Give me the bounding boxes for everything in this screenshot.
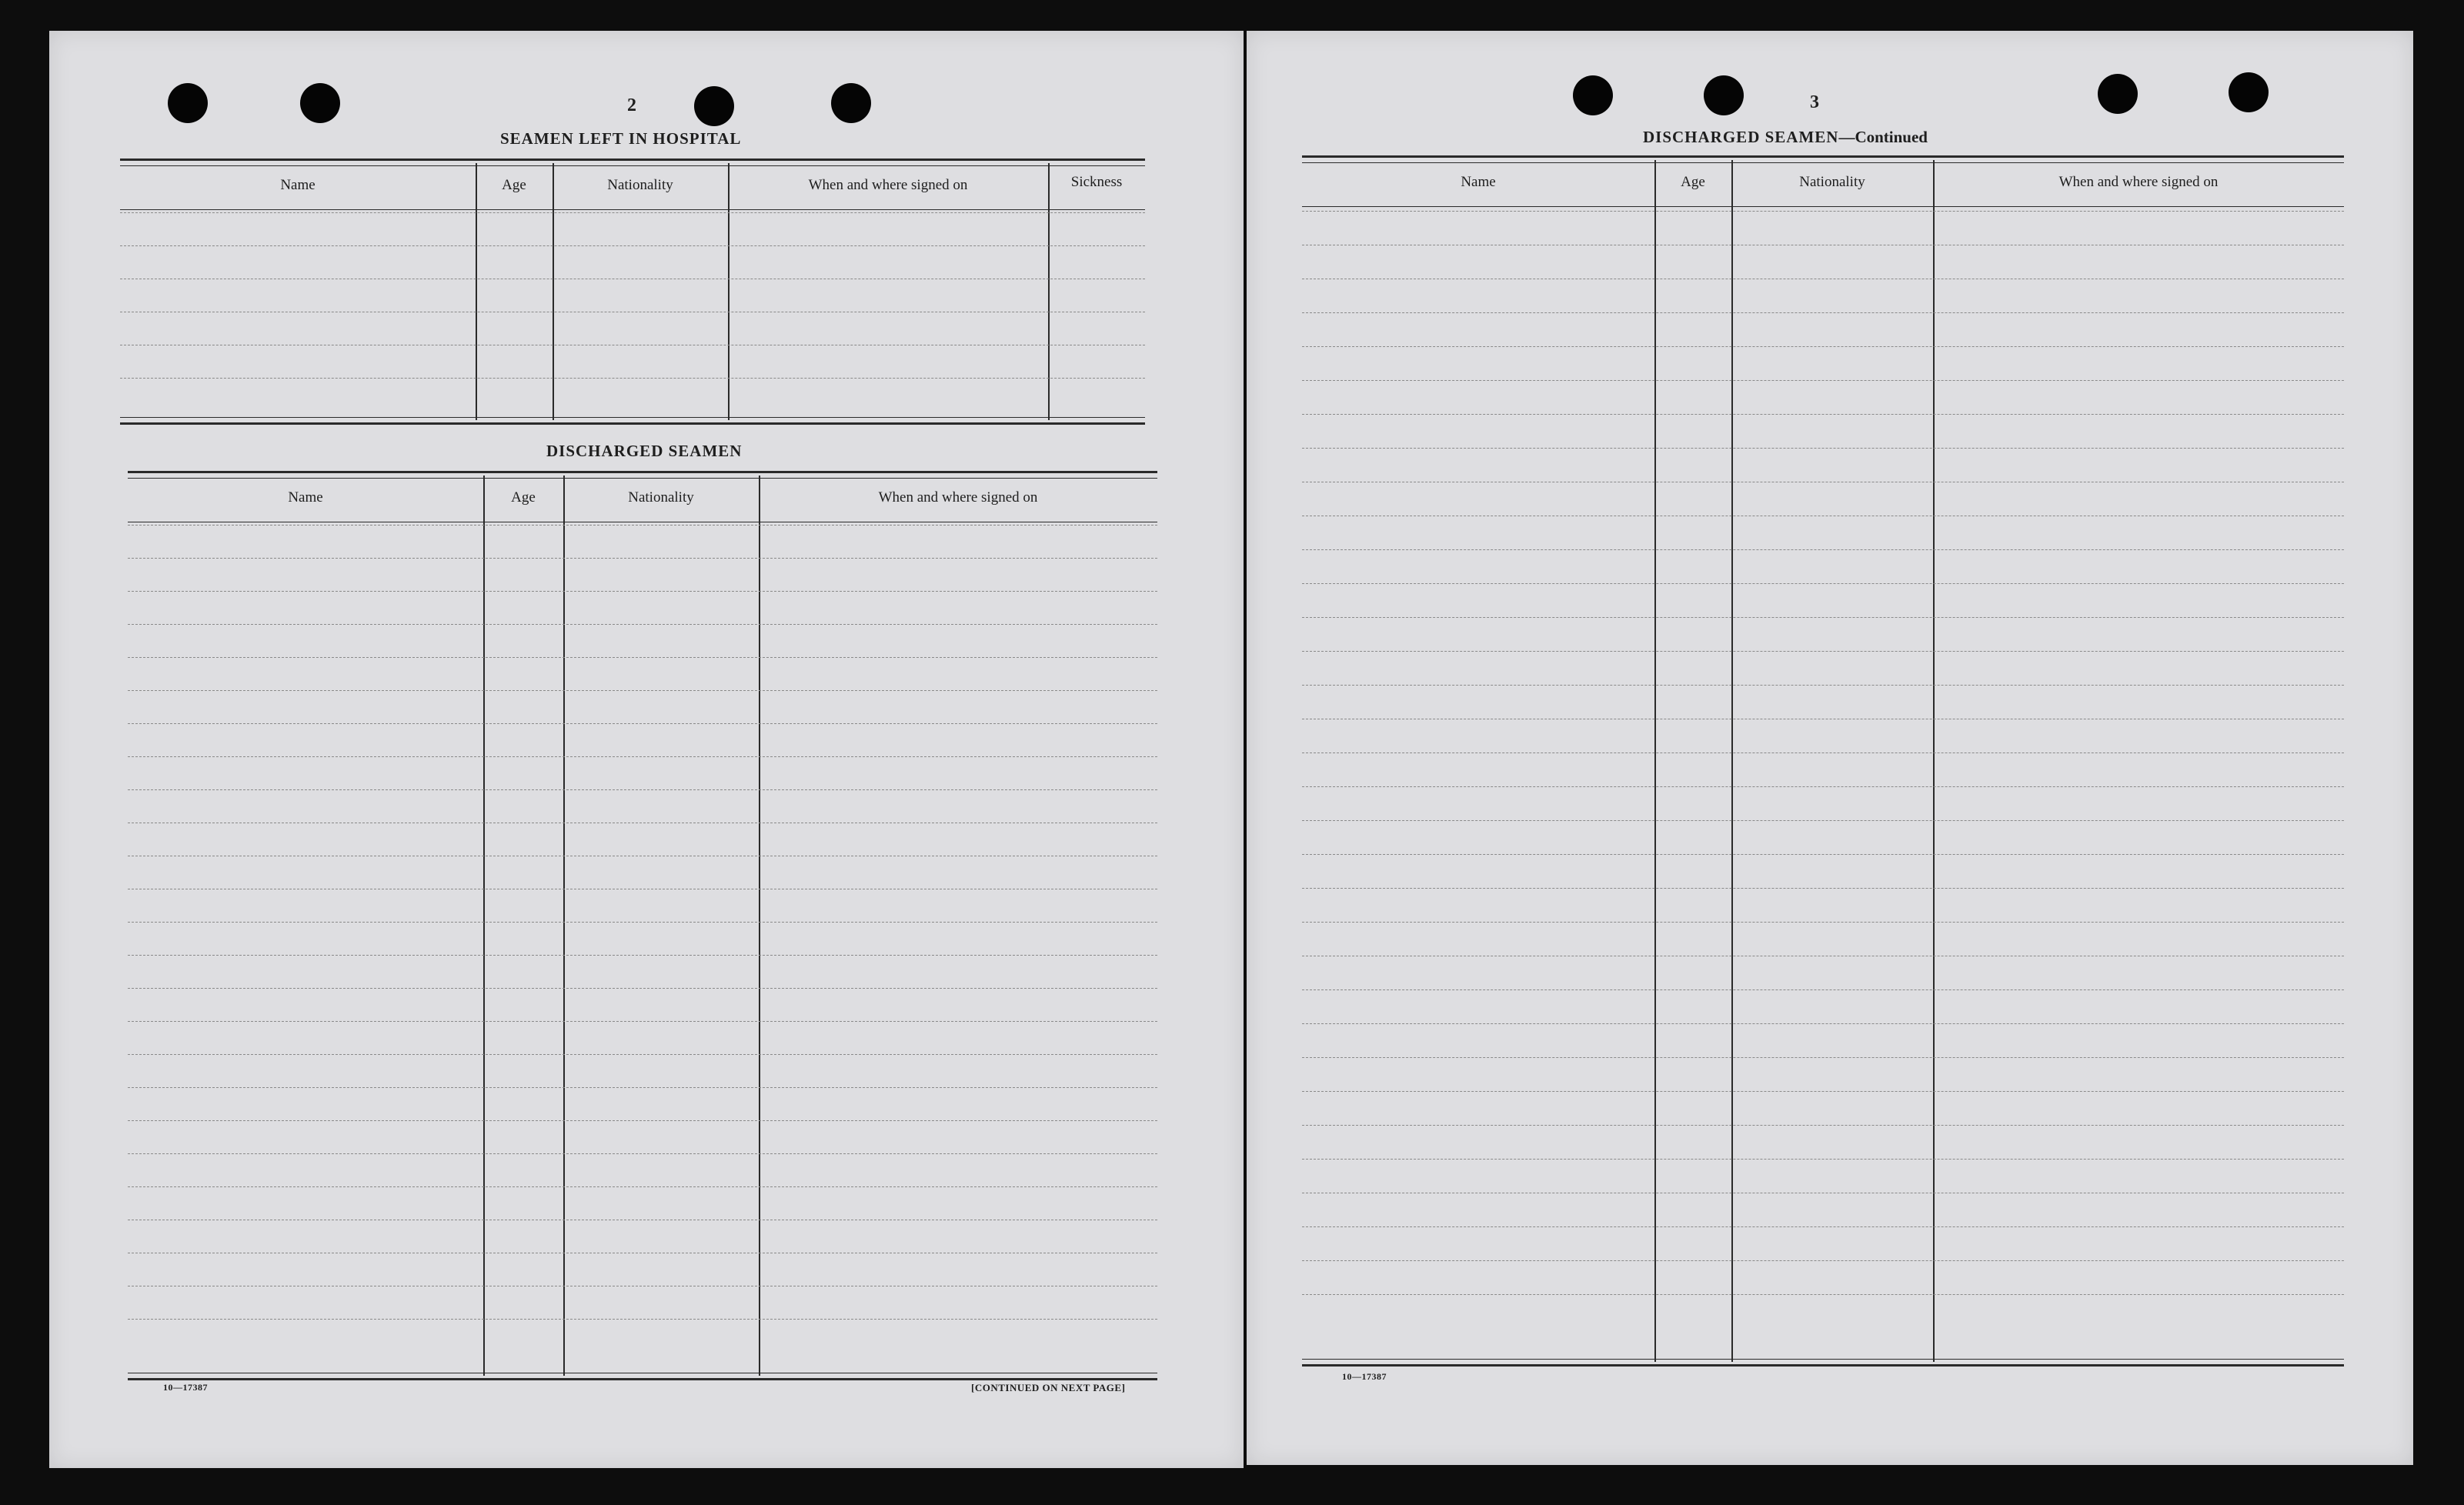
punch-hole (2229, 72, 2269, 112)
column-divider (1731, 160, 1733, 1362)
entry-line (1302, 414, 2344, 415)
entry-line (1302, 1260, 2344, 1261)
entry-line (128, 955, 1157, 956)
discharged-table (128, 471, 1157, 1380)
entry-line (128, 1153, 1157, 1154)
continued-suffix: —Continued (1838, 128, 1928, 146)
column-divider (1933, 160, 1935, 1362)
entry-line (1302, 989, 2344, 990)
table-top-rule (1302, 155, 2344, 163)
entry-line (128, 756, 1157, 757)
entry-line (128, 1186, 1157, 1187)
entry-line (1302, 1023, 2344, 1024)
left-page (49, 31, 1244, 1468)
form-code: 10—17387 (1342, 1371, 1387, 1382)
entry-line (128, 591, 1157, 592)
column-header-age: Age (1681, 174, 1705, 190)
entry-line (128, 657, 1157, 658)
column-header-nationality: Nationality (628, 489, 694, 506)
entry-line (128, 1319, 1157, 1320)
entry-line (120, 378, 1145, 379)
column-header-sickness: Sickness (1070, 174, 1123, 190)
entry-line (128, 525, 1157, 526)
column-header-signed-on: When and where signed on (878, 489, 1038, 506)
entry-line (128, 624, 1157, 625)
table-top-rule (128, 471, 1157, 479)
page-number: 2 (627, 95, 636, 115)
entry-line (128, 789, 1157, 790)
column-divider (759, 476, 760, 1376)
table-bottom-rule (1302, 1359, 2344, 1367)
punch-hole (1704, 75, 1744, 115)
hospital-table (120, 159, 1145, 425)
column-divider (483, 476, 485, 1376)
section-title-text: DISCHARGED SEAMEN (1643, 128, 1839, 146)
entry-line (1302, 211, 2344, 212)
column-divider (1048, 163, 1050, 420)
entry-line (1302, 685, 2344, 686)
column-header-name: Name (1461, 174, 1496, 190)
column-header-age: Age (511, 489, 536, 506)
column-divider (476, 163, 477, 420)
entry-line (1302, 922, 2344, 923)
continued-note: [CONTINUED ON NEXT PAGE] (971, 1382, 1126, 1393)
punch-hole (694, 86, 734, 126)
entry-line (1302, 651, 2344, 652)
table-bottom-rule (128, 1373, 1157, 1380)
entry-line (128, 1087, 1157, 1088)
entry-line (1302, 1159, 2344, 1160)
entry-line (128, 1021, 1157, 1022)
column-header-name: Name (280, 177, 316, 193)
hospital-section-title: SEAMEN LEFT IN HOSPITAL (500, 129, 742, 148)
entry-line (1302, 549, 2344, 550)
table-top-rule (120, 159, 1145, 166)
right-page (1247, 31, 2413, 1465)
entry-line (1302, 583, 2344, 584)
entry-line (1302, 1294, 2344, 1295)
discharged-table (1302, 155, 2344, 1367)
column-header-name: Name (288, 489, 323, 506)
entry-line (1302, 1091, 2344, 1092)
entry-line (128, 723, 1157, 724)
entry-line (120, 212, 1145, 213)
entry-line (128, 1054, 1157, 1055)
entry-line (120, 245, 1145, 246)
entry-line (1302, 1057, 2344, 1058)
entry-line (128, 922, 1157, 923)
entry-line (1302, 380, 2344, 381)
entry-line (1302, 854, 2344, 855)
column-header-signed-on: When and where signed on (808, 177, 968, 193)
entry-line (1302, 888, 2344, 889)
page-number: 3 (1810, 92, 1819, 112)
column-divider (553, 163, 554, 420)
entry-line (1302, 448, 2344, 449)
column-header-signed-on: When and where signed on (2058, 174, 2219, 190)
entry-line (1302, 1226, 2344, 1227)
entry-line (1302, 820, 2344, 821)
entry-line (128, 1120, 1157, 1121)
entry-line (1302, 346, 2344, 347)
discharged-section-title: DISCHARGED SEAMEN (546, 442, 743, 460)
punch-hole (831, 83, 871, 123)
column-header-nationality: Nationality (607, 177, 673, 193)
punch-hole (168, 83, 208, 123)
column-divider (728, 163, 730, 420)
form-code: 10—17387 (163, 1382, 208, 1393)
punch-hole (300, 83, 340, 123)
table-header-rule (1302, 206, 2344, 207)
entry-line (1302, 617, 2344, 618)
column-divider (1654, 160, 1656, 1362)
entry-line (1302, 786, 2344, 787)
entry-line (1302, 1125, 2344, 1126)
discharged-continued-title (1643, 128, 1928, 147)
entry-line (1302, 752, 2344, 753)
table-header-rule (120, 209, 1145, 210)
punch-hole (1573, 75, 1613, 115)
punch-hole (2098, 74, 2138, 114)
table-bottom-rule (120, 417, 1145, 425)
entry-line (128, 690, 1157, 691)
entry-line (128, 558, 1157, 559)
column-header-nationality: Nationality (1799, 174, 1865, 190)
entry-line (1302, 312, 2344, 313)
entry-line (128, 988, 1157, 989)
column-divider (563, 476, 565, 1376)
column-header-age: Age (502, 177, 526, 193)
